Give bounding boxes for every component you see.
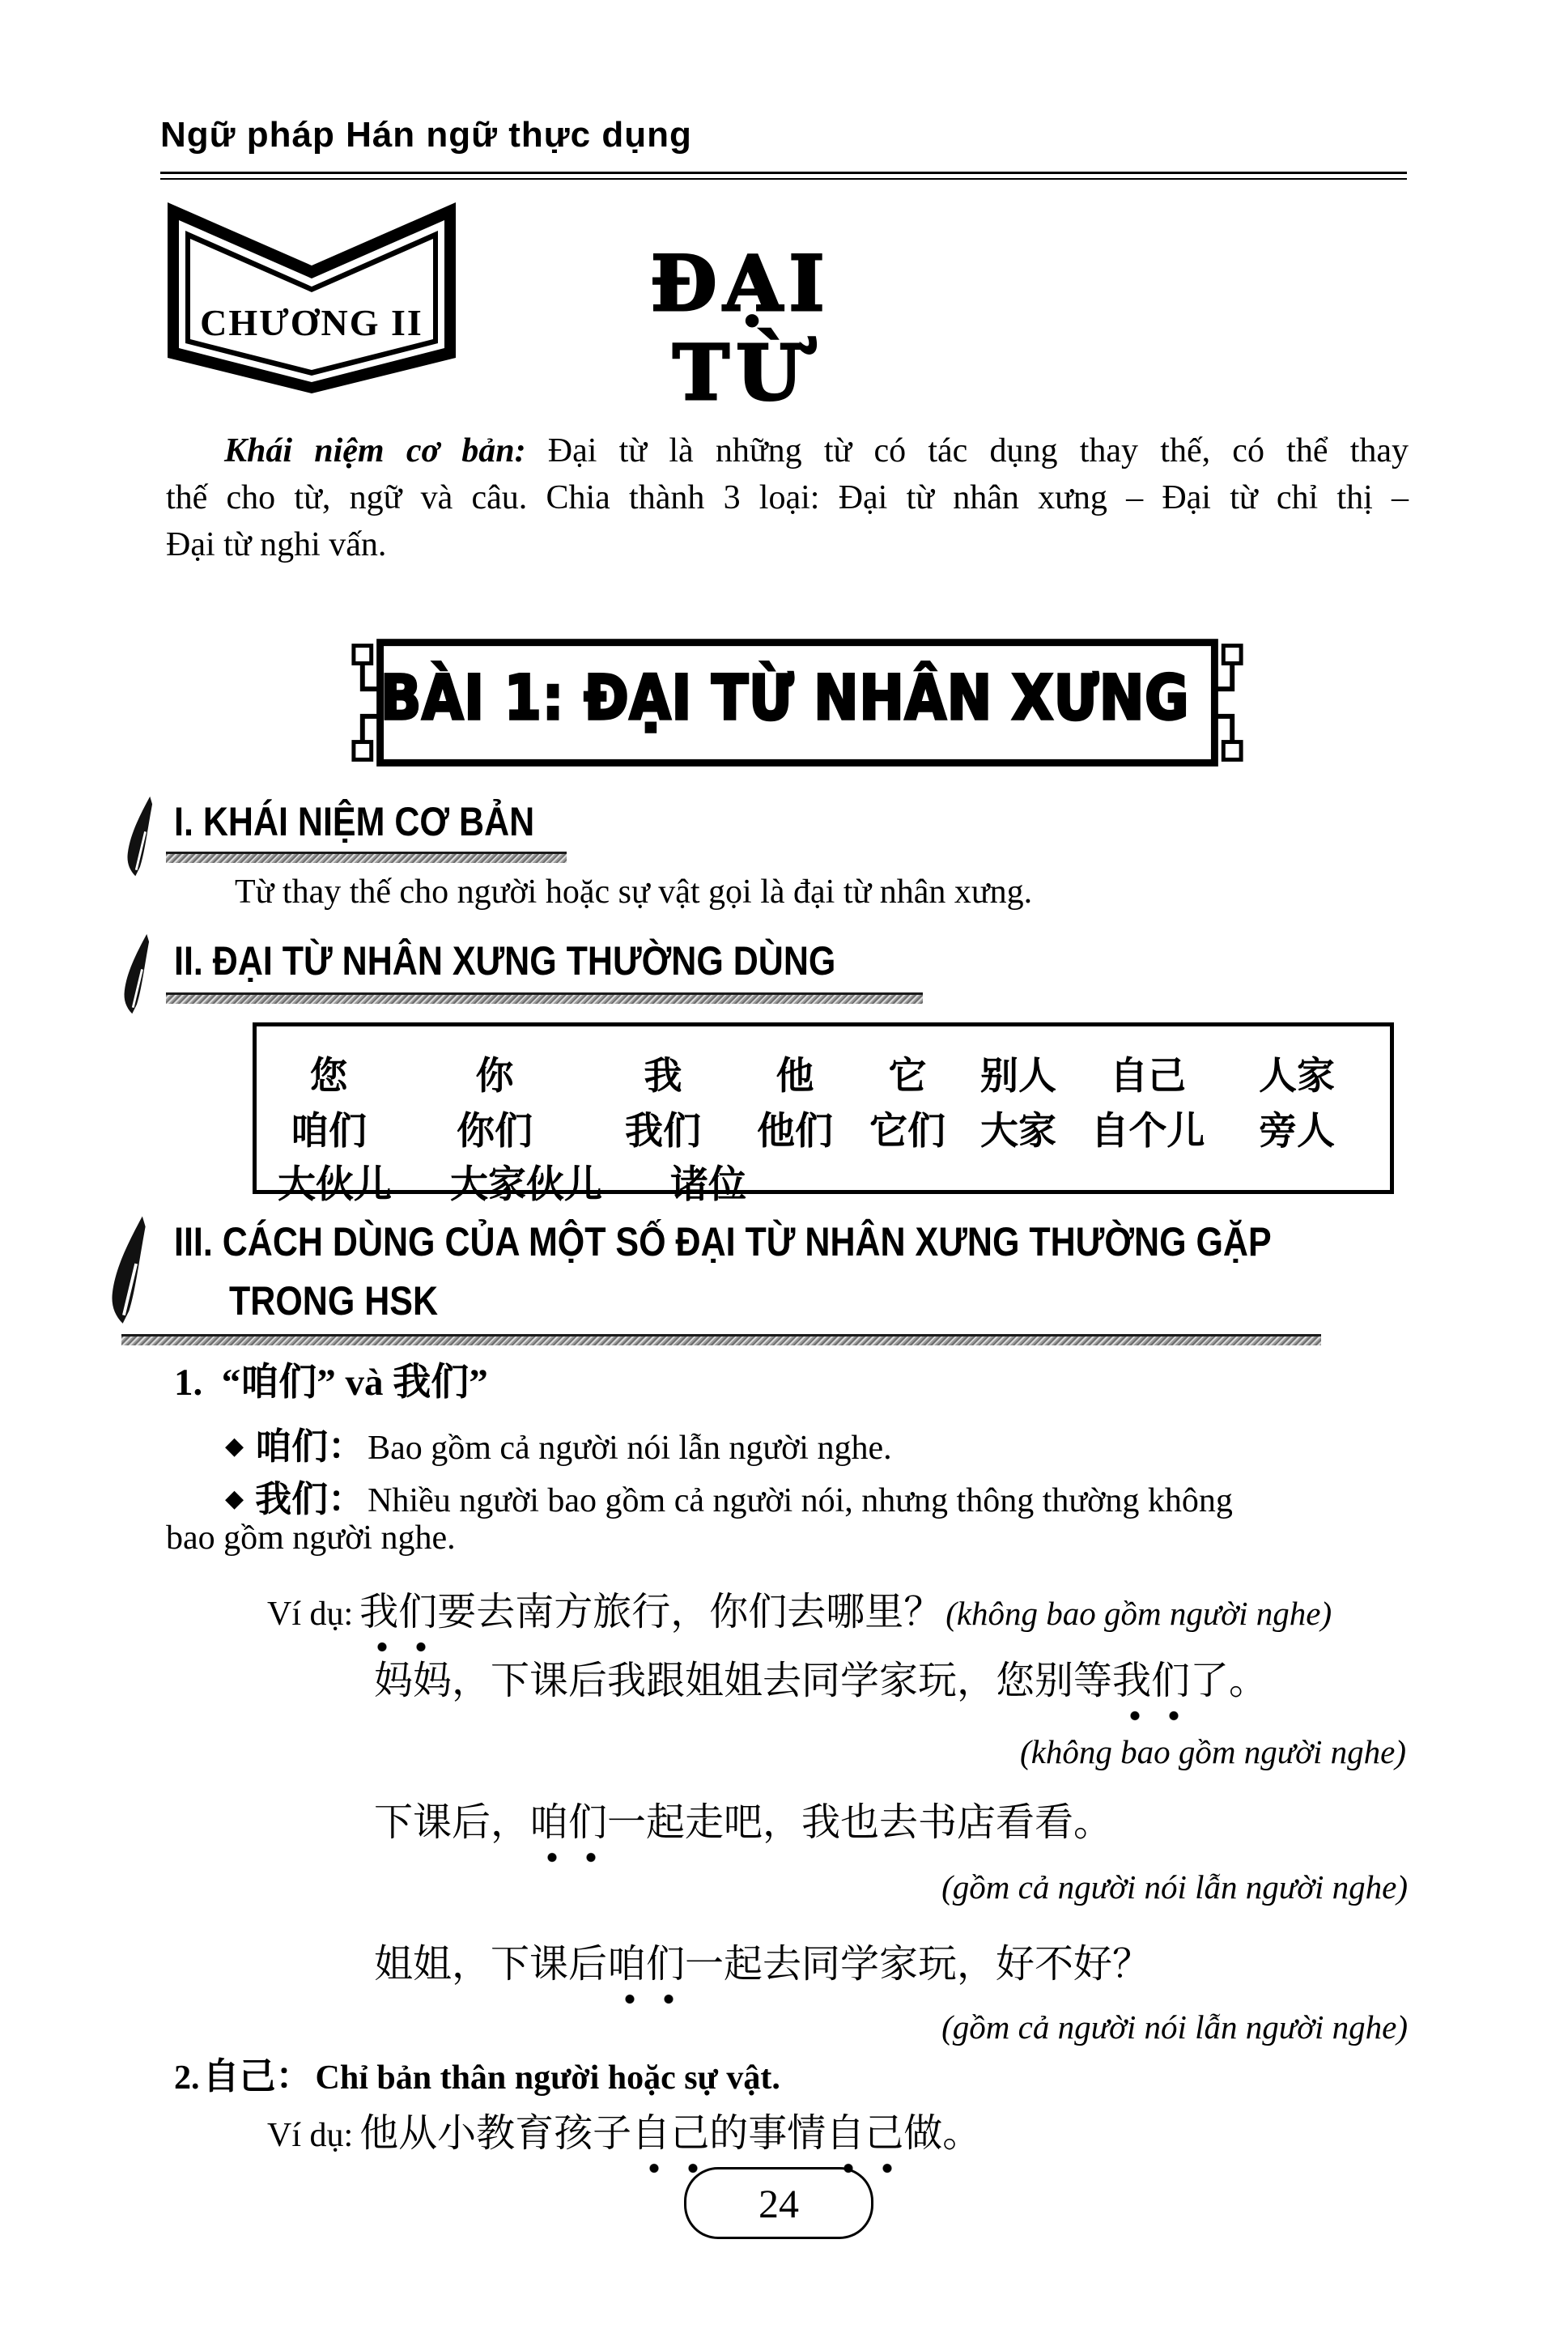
diamond-bullet-icon: ◆ bbox=[225, 1433, 244, 1460]
example-5-mid: 的事情 bbox=[709, 2112, 826, 2155]
pronoun-table bbox=[253, 1022, 1394, 1206]
item-1-title bbox=[174, 1352, 488, 1406]
chapter-ribbon-icon bbox=[166, 201, 457, 395]
item-1-number: 1. bbox=[174, 1362, 203, 1404]
pronoun: 您 bbox=[309, 1056, 348, 1098]
example-4-emphasized: 咱们 bbox=[607, 1932, 685, 1988]
intro-line-2: thế cho từ, ngữ và câu. Chia thành 3 loại: Đại từ nhân xưng – Đại từ chỉ thị – bbox=[166, 479, 1409, 516]
example-5-post: 做。 bbox=[903, 2112, 982, 2155]
diamond-bullet-icon: ◆ bbox=[225, 1485, 244, 1512]
example-1 bbox=[267, 1580, 1332, 1636]
running-header: Ngữ pháp Hán ngữ thực dụng bbox=[160, 115, 692, 155]
pronoun: 旁人 bbox=[1259, 1111, 1335, 1153]
section-3-heading-line2: TRONG HSK bbox=[229, 1278, 438, 1324]
intro-line-1-text: Đại từ là những từ có tác dụng thay thế, có thể thay bbox=[525, 432, 1409, 470]
intro-line-1 bbox=[166, 427, 1409, 474]
item-2-text: Chỉ bản thân người hoặc sự vật. bbox=[315, 2059, 780, 2097]
example-3-emphasized: 咱们 bbox=[529, 1791, 607, 1846]
bullet-1-text: Bao gồm cả người nói lẫn người nghe. bbox=[368, 1430, 892, 1467]
header-double-rule bbox=[160, 172, 1407, 180]
pronoun: 我 bbox=[644, 1056, 682, 1098]
section-3-heading-line1: III. CÁCH DÙNG CỦA MỘT SỐ ĐẠI TỪ NHÂN XƯNG THƯỜNG GẶP bbox=[174, 1219, 1272, 1264]
pronoun: 自个儿 bbox=[1090, 1111, 1205, 1153]
pronoun: 自己 bbox=[1110, 1056, 1186, 1098]
item-1-terms: “咱们” và 我们” bbox=[221, 1362, 488, 1404]
pen-icon bbox=[107, 1214, 149, 1328]
example-3-note: (gồm cả người nói lẫn người nghe) bbox=[941, 1868, 1408, 1906]
example-2-post: 了。 bbox=[1190, 1659, 1268, 1702]
section-1-underline bbox=[166, 852, 567, 863]
example-5-emphasized-2: 自己 bbox=[826, 2101, 903, 2157]
example-5 bbox=[267, 2101, 981, 2157]
example-label: Ví dụ: bbox=[267, 2117, 354, 2154]
section-1-body: Từ thay thế cho người hoặc sự vật gọi là đại từ nhân xưng. bbox=[235, 873, 1033, 911]
pronoun: 他们 bbox=[757, 1111, 833, 1153]
page-number-badge bbox=[684, 2167, 873, 2239]
page-number: 24 bbox=[759, 2180, 799, 2226]
pronoun: 咱们 bbox=[291, 1111, 367, 1153]
section-3-underline bbox=[121, 1334, 1321, 1345]
intro-line-3: Đại từ nghi vấn. bbox=[166, 526, 387, 563]
section-2-underline bbox=[166, 992, 923, 1004]
example-2 bbox=[374, 1649, 1268, 1705]
example-4-pre: 姐姐，下课后 bbox=[374, 1943, 608, 1986]
pronoun-row-1 bbox=[257, 1046, 1390, 1100]
pronoun: 人家 bbox=[1259, 1056, 1335, 1098]
bullet-1-term: 咱们： bbox=[255, 1426, 365, 1467]
pronoun: 他 bbox=[776, 1056, 814, 1098]
chapter-title: ĐẠI TỪ bbox=[650, 240, 831, 418]
pronoun: 它 bbox=[888, 1056, 927, 1098]
pronoun-row-3 bbox=[278, 1154, 746, 1209]
pronoun: 你们 bbox=[457, 1111, 533, 1153]
item-1-bullet-1 bbox=[225, 1417, 892, 1469]
item-1-bullet-2-continuation: bao gồm người nghe. bbox=[166, 1519, 456, 1557]
pronoun: 大家 bbox=[980, 1111, 1056, 1153]
pen-icon bbox=[118, 933, 154, 1017]
example-3-post: 一起走吧，我也去书店看看。 bbox=[607, 1801, 1113, 1844]
example-5-emphasized-1: 自己 bbox=[631, 2101, 709, 2157]
pronoun: 它们 bbox=[869, 1111, 945, 1153]
item-1-bullet-2 bbox=[225, 1469, 1233, 1522]
example-1-emphasized: 我们 bbox=[359, 1580, 437, 1636]
example-4-note: (gồm cả người nói lẫn người nghe) bbox=[941, 2008, 1408, 2046]
intro-lead: Khái niệm cơ bản: bbox=[224, 432, 526, 470]
pronoun: 大伙儿 bbox=[278, 1164, 392, 1206]
example-3-pre: 下课后， bbox=[374, 1801, 530, 1844]
pronoun: 我们 bbox=[625, 1111, 701, 1153]
example-2-emphasized: 我们 bbox=[1112, 1649, 1190, 1705]
item-2-number: 2. bbox=[174, 2059, 200, 2097]
example-1-note: (không bao gồm người nghe) bbox=[945, 1595, 1332, 1632]
example-label: Ví dụ: bbox=[267, 1596, 354, 1633]
pronoun: 别人 bbox=[980, 1056, 1056, 1098]
example-2-pre: 妈妈，下课后我跟姐姐去同学家玩，您别等 bbox=[374, 1659, 1113, 1702]
example-4-post: 一起去同学家玩，好不好？ bbox=[685, 1943, 1152, 1986]
bullet-2-term: 我们： bbox=[255, 1479, 365, 1519]
item-2-term: 自己： bbox=[202, 2056, 312, 2097]
bullet-2-text: Nhiều người bao gồm cả người nói, nhưng thông thường không bbox=[368, 1482, 1233, 1519]
section-2-heading: II. ĐẠI TỪ NHÂN XƯNG THƯỜNG DÙNG bbox=[174, 938, 836, 984]
section-1-heading: I. KHÁI NIỆM CƠ BẢN bbox=[174, 799, 535, 844]
example-5-pre: 他从小教育孩子 bbox=[359, 2112, 632, 2155]
pronoun-row-2 bbox=[257, 1101, 1390, 1155]
example-3 bbox=[374, 1791, 1112, 1846]
lesson-title: BÀI 1: ĐẠI TỪ NHÂN XƯNG bbox=[380, 662, 1190, 734]
pronoun: 诸位 bbox=[670, 1164, 746, 1206]
pen-icon bbox=[121, 795, 157, 879]
chapter-number: CHƯƠNG II bbox=[200, 302, 423, 343]
example-4 bbox=[374, 1932, 1151, 1988]
example-1-text: 要去南方旅行，你们去哪里？ bbox=[437, 1591, 943, 1634]
pronoun: 你 bbox=[475, 1056, 514, 1098]
item-2-title bbox=[174, 2046, 780, 2099]
example-2-note: (không bao gồm người nghe) bbox=[1020, 1733, 1406, 1770]
pronoun: 大家伙儿 bbox=[450, 1164, 602, 1206]
